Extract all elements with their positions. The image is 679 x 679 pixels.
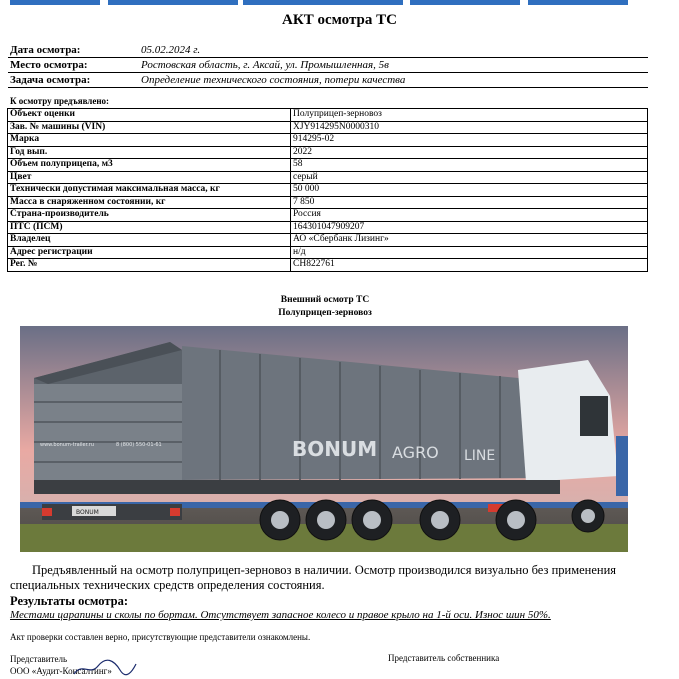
header-row-place	[8, 58, 648, 73]
spec-value: 2022	[291, 146, 648, 159]
spec-value: 7 850	[291, 196, 648, 209]
table-row	[8, 259, 648, 272]
results-title: Результаты осмотра:	[10, 594, 128, 608]
spec-key: Масса в снаряженном состоянии, кг	[8, 196, 291, 209]
spec-key: Марка	[8, 134, 291, 147]
header-row-task	[8, 73, 648, 88]
table-row	[8, 146, 648, 159]
spec-value: серый	[291, 171, 648, 184]
table-row	[8, 134, 648, 147]
spec-value: 50 000	[291, 184, 648, 197]
table-row	[8, 171, 648, 184]
spec-key: Технически допустимая максимальная масса, кг	[8, 184, 291, 197]
header-value: 05.02.2024 г.	[141, 44, 201, 56]
spec-key: Владелец	[8, 234, 291, 247]
phone-text: 8 (800) 550-01-61	[116, 442, 162, 448]
header-label: Место осмотра:	[10, 59, 88, 71]
signature	[70, 658, 140, 678]
photo-caption-title: Внешний осмотр ТС	[280, 295, 370, 305]
spec-key: Рег. №	[8, 259, 291, 272]
spec-key: Зав. № машины (VIN)	[8, 121, 291, 134]
table-row	[8, 209, 648, 222]
representative-left-org: ООО «Аудит-Консалтинг»	[10, 666, 112, 676]
spec-value: Россия	[291, 209, 648, 222]
brand-agro: AGRO	[392, 443, 439, 462]
site-text: www.bonum-trailer.ru	[40, 442, 94, 448]
top-border	[0, 0, 679, 6]
verification-note: Акт проверки составлен верно, присутствующие представители ознакомлены.	[10, 632, 311, 642]
representative-left-title: Представитель	[10, 654, 68, 664]
table-row	[8, 121, 648, 134]
brand-line: LINE	[464, 448, 496, 464]
table-row	[8, 184, 648, 197]
spec-key: ПТС (ПСМ)	[8, 221, 291, 234]
table-row	[8, 196, 648, 209]
spec-value: АО «Сбербанк Лизинг»	[291, 234, 648, 247]
spec-key: Страна-производитель	[8, 209, 291, 222]
header-label: Задача осмотра:	[10, 74, 91, 86]
spec-value: 164301047909207	[291, 221, 648, 234]
presented-label: К осмотру предъявлено:	[10, 96, 110, 106]
results-text: Местами царапины и сколы по бортам. Отсутствует запасное колесо и правое крыло на 1-й оси. Износ шин 50%.	[10, 609, 551, 621]
spec-value: XJY914295N0000310	[291, 121, 648, 134]
spec-key: Объем полуприцепа, м3	[8, 159, 291, 172]
spec-key: Адрес регистрации	[8, 246, 291, 259]
spec-value: СН822761	[291, 259, 648, 272]
spec-value: 914295-02	[291, 134, 648, 147]
spec-key: Цвет	[8, 171, 291, 184]
photo-caption-subtitle: Полуприцеп-зерновоз	[278, 308, 372, 318]
table-row	[8, 159, 648, 172]
header-label: Дата осмотра:	[10, 44, 81, 56]
spec-table	[7, 108, 648, 272]
table-row	[8, 221, 648, 234]
inspection-description: Предъявленный на осмотр полуприцеп-зерновоз в наличии. Осмотр производился визуально без применения специальных технических средств определения состояния.	[10, 563, 617, 592]
table-row	[8, 246, 648, 259]
spec-key: Объект оценки	[8, 109, 291, 122]
table-row	[8, 109, 648, 122]
table-row	[8, 234, 648, 247]
plate-brand: BONUM	[76, 509, 99, 516]
brand-bonum: BONUM	[292, 437, 378, 461]
header-row-date	[8, 43, 648, 58]
spec-value: н/д	[291, 246, 648, 259]
representative-right: Представитель собственника	[388, 653, 500, 663]
document-title: АКТ осмотра ТС	[282, 12, 397, 28]
trailer-photo	[20, 326, 628, 552]
header-value: Определение технического состояния, потери качества	[141, 74, 406, 86]
spec-value: Полуприцеп-зерновоз	[291, 109, 648, 122]
spec-value: 58	[291, 159, 648, 172]
header-value: Ростовская область, г. Аксай, ул. Промышленная, 5в	[141, 59, 389, 71]
spec-key: Год вып.	[8, 146, 291, 159]
